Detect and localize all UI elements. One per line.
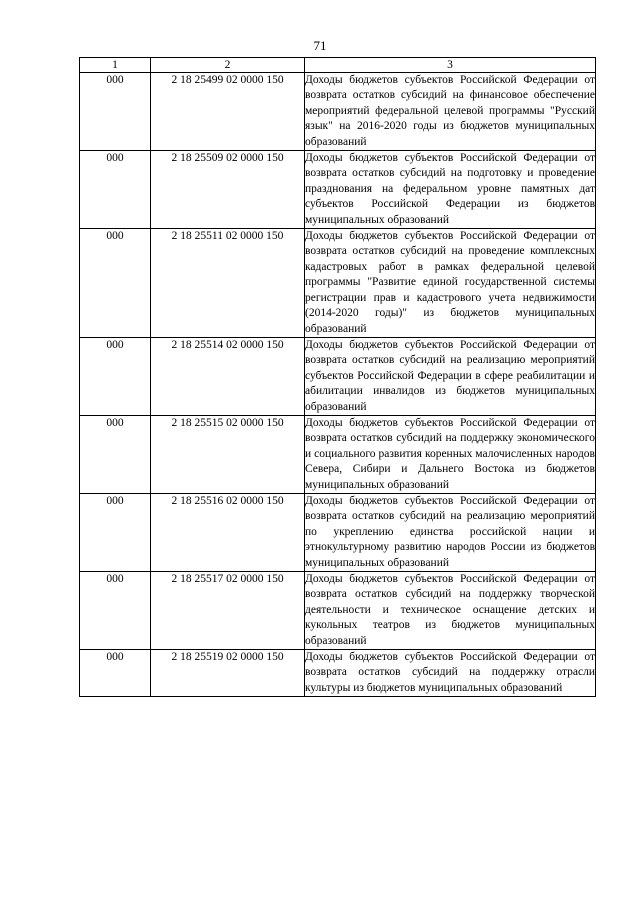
header-col-3: 3 xyxy=(305,58,596,73)
revenue-code-cell: 2 18 25516 02 0000 150 xyxy=(151,493,305,571)
revenue-code-cell: 2 18 25511 02 0000 150 xyxy=(151,229,305,338)
admin-code-cell: 000 xyxy=(80,415,151,493)
description-cell: Доходы бюджетов субъектов Российской Федерации от возврата остатков субсидий на поддержку творческой деятельности и техническое оснащение детских и кукольных театров из бюджетов муниципальных образований xyxy=(305,572,596,650)
admin-code-cell: 000 xyxy=(80,493,151,571)
table-row xyxy=(80,493,596,571)
revenue-code-cell: 2 18 25515 02 0000 150 xyxy=(151,415,305,493)
revenue-code-cell: 2 18 25514 02 0000 150 xyxy=(151,337,305,415)
revenue-code-cell: 2 18 25519 02 0000 150 xyxy=(151,650,305,697)
revenue-code-cell: 2 18 25499 02 0000 150 xyxy=(151,73,305,151)
table-row xyxy=(80,337,596,415)
revenue-code-cell: 2 18 25517 02 0000 150 xyxy=(151,572,305,650)
admin-code-cell: 000 xyxy=(80,572,151,650)
table-row xyxy=(80,650,596,697)
description-cell: Доходы бюджетов субъектов Российской Федерации от возврата остатков субсидий на финансовое обеспечение мероприятий федеральной целевой программы "Русский язык" на 2016-2020 годы из бюджетов муниципальных образований xyxy=(305,73,596,151)
description-cell: Доходы бюджетов субъектов Российской Федерации от возврата остатков субсидий на поддержку отрасли культуры из бюджетов муниципальных образований xyxy=(305,650,596,697)
table-header-row xyxy=(80,58,596,73)
table-row xyxy=(80,415,596,493)
header-col-1: 1 xyxy=(80,58,151,73)
description-cell: Доходы бюджетов субъектов Российской Федерации от возврата остатков субсидий на поддержку экономического и социального развития коренных малочисленных народов Севера, Сибири и Дальнего Востока из бюджетов муниципальных образований xyxy=(305,415,596,493)
description-cell: Доходы бюджетов субъектов Российской Федерации от возврата остатков субсидий на подготовку и проведение празднования на федеральном уровне памятных дат субъектов Российской Федерации из бюджетов муниципальных образований xyxy=(305,151,596,229)
revenue-code-cell: 2 18 25509 02 0000 150 xyxy=(151,151,305,229)
table-row xyxy=(80,73,596,151)
description-cell: Доходы бюджетов субъектов Российской Федерации от возврата остатков субсидий на реализацию мероприятий по укреплению единства российской нации и этнокультурному развитию народов России из бюджетов муниципальных образований xyxy=(305,493,596,571)
description-cell: Доходы бюджетов субъектов Российской Федерации от возврата остатков субсидий на проведение комплексных кадастровых работ в рамках федеральной целевой программы "Развитие единой государственной системы регистрации прав и кадастрового учета недвижимости (2014-2020 годы)" из бюджетов муниципальных образований xyxy=(305,229,596,338)
table-row xyxy=(80,572,596,650)
admin-code-cell: 000 xyxy=(80,229,151,338)
table-row xyxy=(80,151,596,229)
admin-code-cell: 000 xyxy=(80,650,151,697)
admin-code-cell: 000 xyxy=(80,73,151,151)
revenue-codes-table xyxy=(79,57,596,697)
admin-code-cell: 000 xyxy=(80,151,151,229)
description-cell: Доходы бюджетов субъектов Российской Федерации от возврата остатков субсидий на реализацию мероприятий субъектов Российской Федерации в сфере реабилитации и абилитации инвалидов из бюджетов муниципальных образований xyxy=(305,337,596,415)
page-number: 71 xyxy=(313,38,327,53)
table-row xyxy=(80,229,596,338)
admin-code-cell: 000 xyxy=(80,337,151,415)
header-col-2: 2 xyxy=(151,58,305,73)
